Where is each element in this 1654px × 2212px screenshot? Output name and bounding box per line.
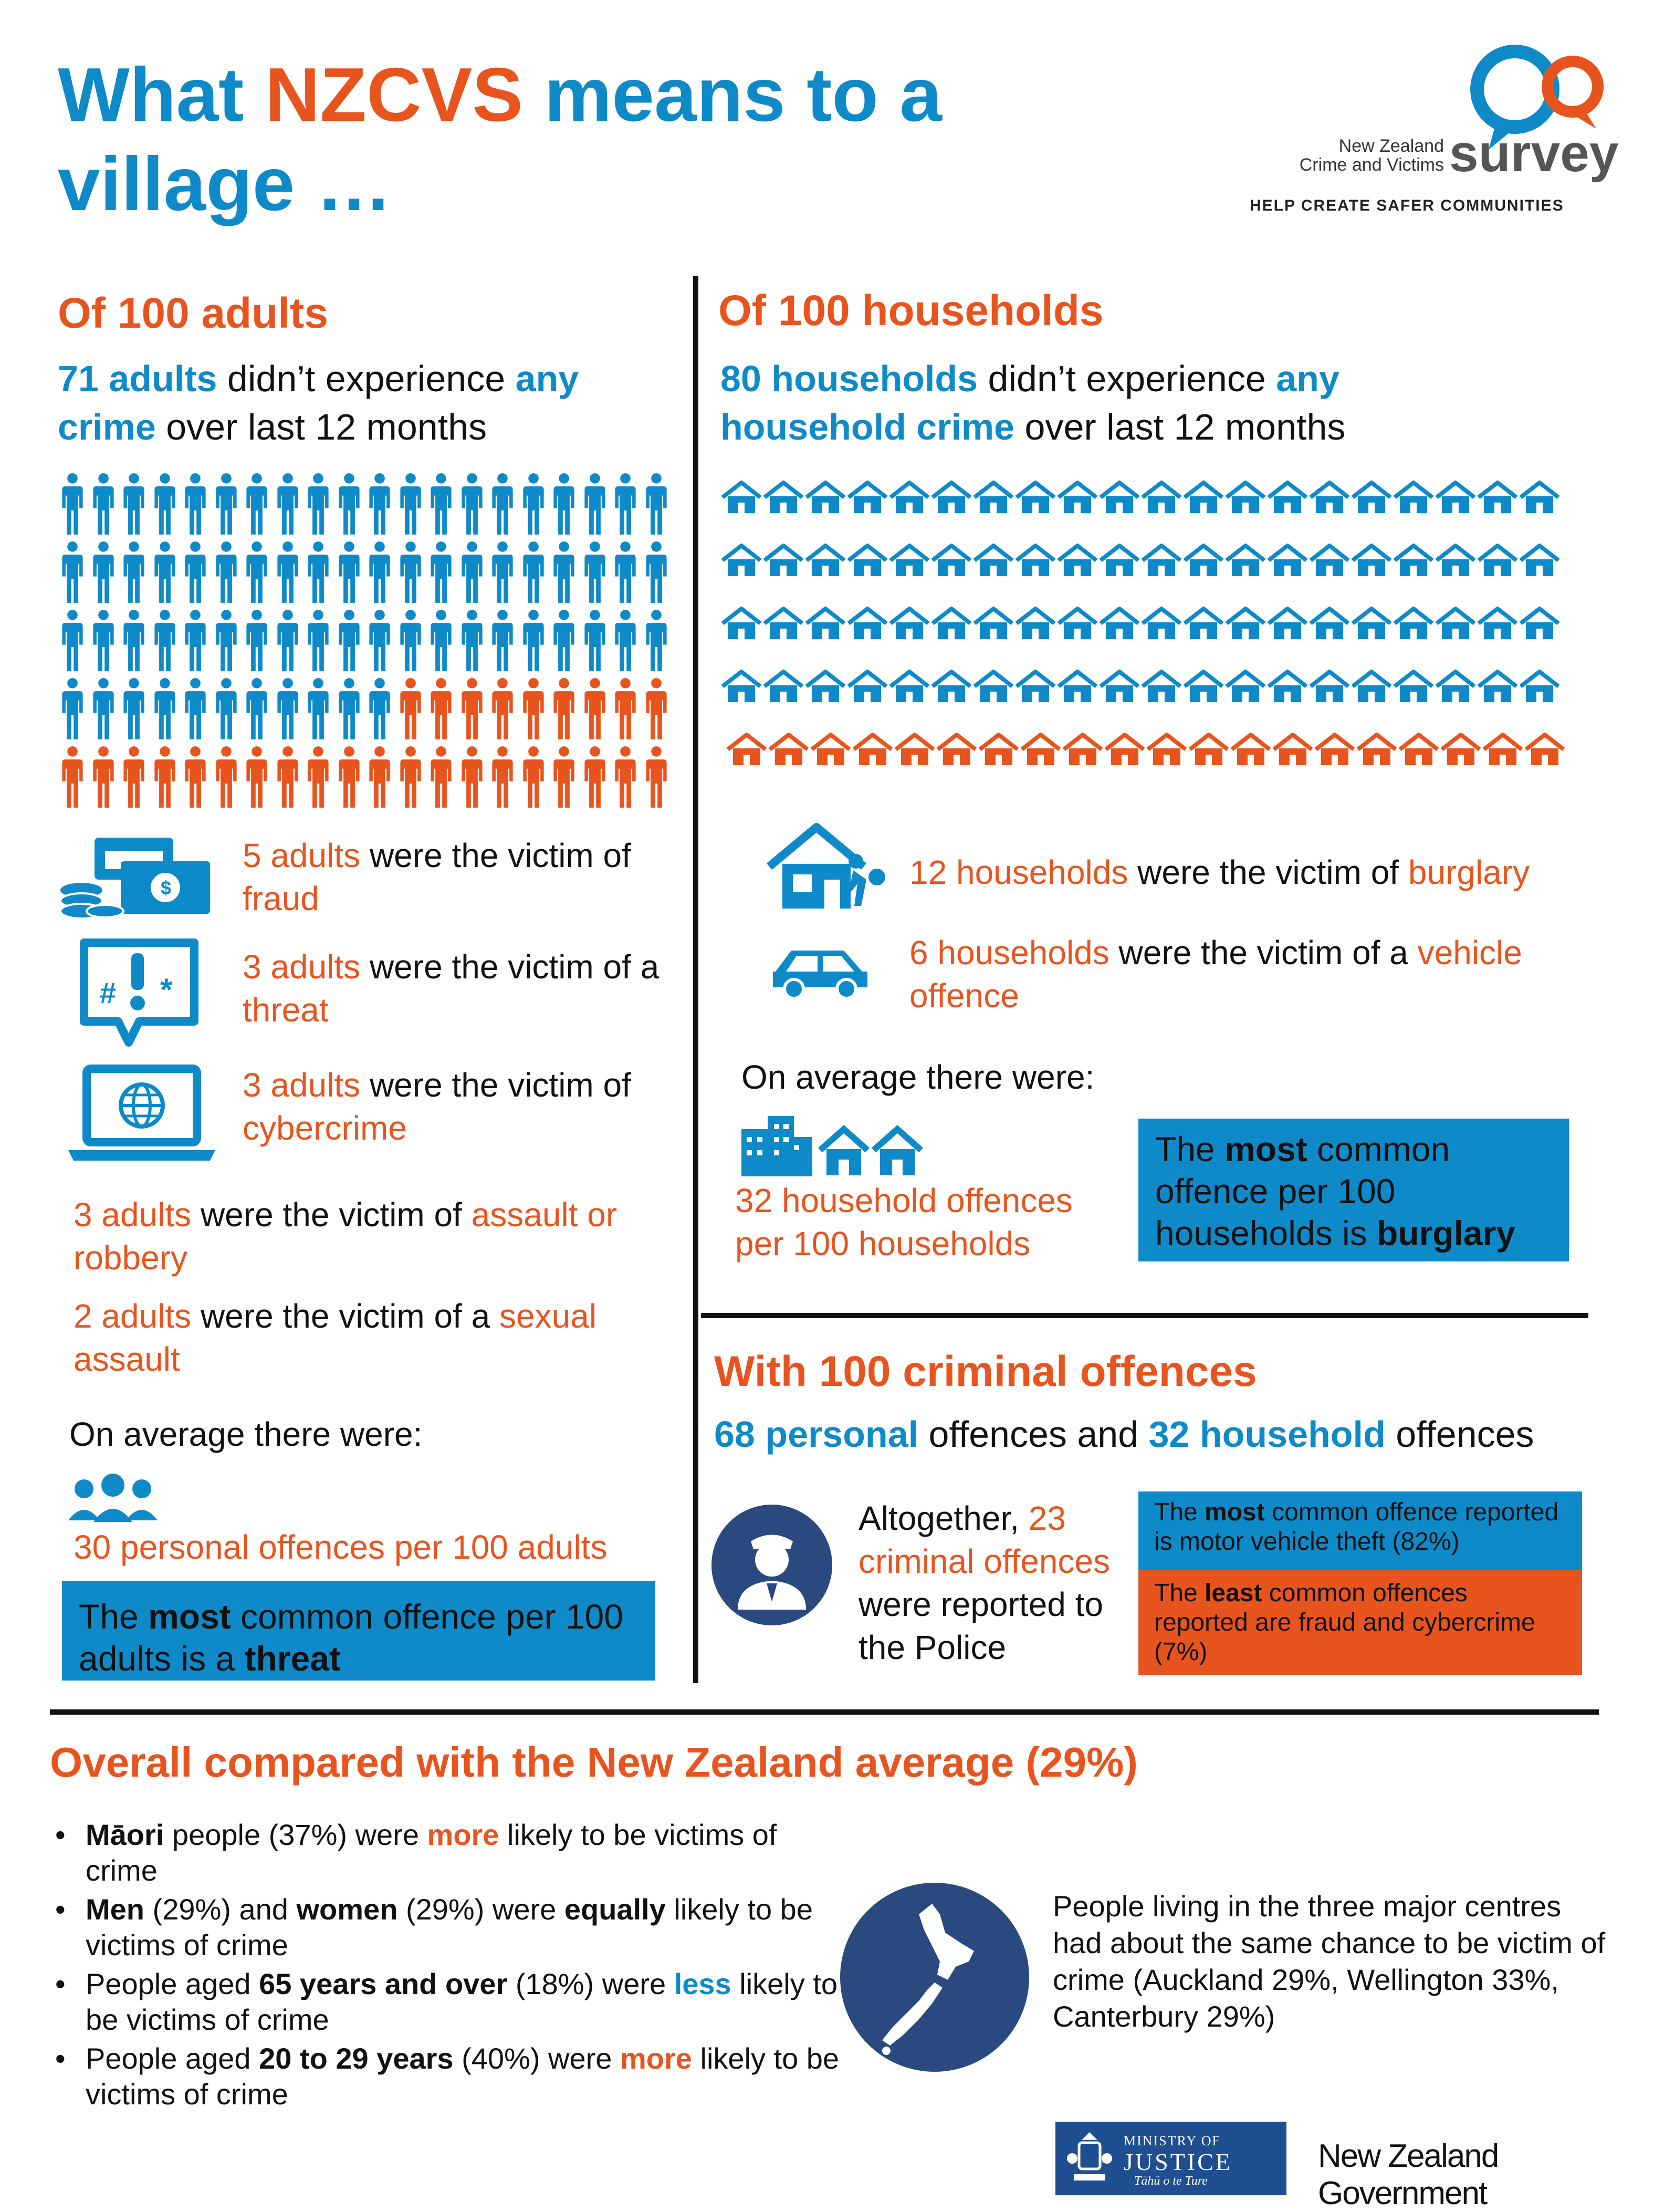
assault-item: 3 adults were the victim of assault or robbery (74, 1196, 617, 1277)
house-not-victim-icon (1477, 670, 1519, 703)
house-victim-icon (1146, 733, 1188, 766)
house-victim-icon (936, 733, 978, 766)
house-not-victim-icon (1477, 481, 1519, 514)
person-not-victim-icon (90, 609, 117, 672)
house-victim-icon (1020, 733, 1062, 766)
person-not-victim-icon (305, 473, 332, 536)
house-not-victim-icon (1098, 607, 1140, 640)
most-reported-callout: The most common offence reported is motor vehicle theft (82%) (1138, 1491, 1582, 1570)
nzcvs-logo: New Zealand Crime and Victims survey HELP CREATE SAFER COMMUNITIES (1244, 37, 1612, 221)
person-not-victim-icon (90, 677, 117, 740)
person-not-victim-icon (612, 473, 639, 536)
person-victim-icon (520, 677, 547, 740)
house-not-victim-icon (1140, 607, 1182, 640)
person-not-victim-icon (182, 677, 209, 740)
person-not-victim-icon (213, 541, 240, 604)
house-not-victim-icon (720, 670, 762, 703)
person-not-victim-icon (213, 473, 240, 536)
person-not-victim-icon (243, 677, 270, 740)
person-not-victim-icon (520, 541, 547, 604)
house-not-victim-icon (1098, 670, 1140, 703)
house-not-victim-icon (720, 544, 762, 577)
adults-heading: Of 100 adults (58, 289, 328, 337)
house-not-victim-icon (1098, 481, 1140, 514)
house-not-victim-icon (1266, 607, 1308, 640)
house-victim-icon (768, 733, 810, 766)
house-victim-icon (726, 733, 768, 766)
house-not-victim-icon (1056, 607, 1098, 640)
person-victim-icon (550, 677, 578, 740)
major-centres-text: People living in the three major centres had about the same chance to be victim of crime (Auckland 29%, Wellington 33%, Canterbury 29%) (1053, 1890, 1606, 2033)
house-not-victim-icon (1182, 607, 1224, 640)
house-not-victim-icon (1393, 607, 1435, 640)
house-victim-icon (1398, 733, 1440, 766)
person-not-victim-icon (397, 609, 424, 672)
house-not-victim-icon (1308, 544, 1351, 577)
house-not-victim-icon (888, 544, 930, 577)
person-victim-icon (182, 746, 209, 809)
person-not-victim-icon (213, 609, 240, 672)
house-victim-icon (1104, 733, 1146, 766)
person-victim-icon (90, 746, 117, 809)
person-not-victim-icon (213, 677, 240, 740)
house-not-victim-icon (888, 481, 930, 514)
households-callout: The most common offence per 100 households is burglary (1138, 1119, 1569, 1261)
person-not-victim-icon (182, 473, 209, 536)
least-reported-callout: The least common offences reported are fraud and cybercrime (7%) (1138, 1570, 1582, 1675)
person-not-victim-icon (336, 473, 363, 536)
house-victim-icon (1524, 733, 1566, 766)
house-not-victim-icon (972, 670, 1014, 703)
person-victim-icon (366, 746, 393, 809)
person-not-victim-icon (182, 541, 209, 604)
person-victim-icon (458, 677, 486, 740)
person-victim-icon (397, 746, 424, 809)
person-victim-icon (489, 746, 516, 809)
person-not-victim-icon (366, 677, 393, 740)
house-not-victim-icon (1056, 670, 1098, 703)
cybercrime-item: 3 adults were the victim of cybercrime (243, 1066, 631, 1147)
svg-text:$: $ (161, 877, 172, 899)
house-not-victim-icon (1519, 607, 1561, 640)
person-not-victim-icon (59, 473, 86, 536)
house-victim-icon (1482, 733, 1524, 766)
house-not-victim-icon (1351, 481, 1393, 514)
house-victim-icon (1314, 733, 1356, 766)
house-not-victim-icon (804, 481, 846, 514)
person-not-victim-icon (366, 473, 393, 536)
house-victim-icon (894, 733, 936, 766)
person-not-victim-icon (243, 609, 270, 672)
house-not-victim-icon (1224, 481, 1266, 514)
person-not-victim-icon (581, 541, 609, 604)
person-not-victim-icon (581, 609, 609, 672)
overall-heading: Overall compared with the New Zealand average (29%) (50, 1739, 1138, 1786)
person-not-victim-icon (550, 541, 578, 604)
house-not-victim-icon (888, 607, 930, 640)
house-victim-icon (1440, 733, 1482, 766)
house-not-victim-icon (1014, 544, 1056, 577)
house-victim-icon (852, 733, 894, 766)
list-item: • People aged 20 to 29 years (40%) were more likely to be victims of crime (55, 2041, 853, 2112)
offences-split: 68 personal offences and 32 household offences (714, 1414, 1534, 1455)
house-not-victim-icon (1224, 607, 1266, 640)
house-not-victim-icon (1014, 607, 1056, 640)
house-not-victim-icon (804, 607, 846, 640)
house-not-victim-icon (1477, 544, 1519, 577)
person-victim-icon (581, 746, 609, 809)
house-not-victim-icon (1014, 481, 1056, 514)
house-not-victim-icon (1519, 670, 1561, 703)
cybercrime-icon (63, 1063, 221, 1163)
nz-government-logo: New Zealand Government (1318, 2138, 1499, 2211)
house-not-victim-icon (1351, 670, 1393, 703)
adults-average-value: 30 personal offences per 100 adults (74, 1528, 608, 1566)
house-not-victim-icon (1393, 481, 1435, 514)
threat-icon (76, 935, 202, 1050)
person-not-victim-icon (458, 609, 486, 672)
house-not-victim-icon (804, 670, 846, 703)
house-not-victim-icon (1435, 607, 1477, 640)
person-victim-icon (581, 677, 609, 740)
person-victim-icon (336, 746, 363, 809)
ministry-of-justice-logo: MINISTRY OF JUSTICE Tāhū o te Ture (1055, 2122, 1286, 2195)
households-figure-grid (720, 481, 1597, 796)
vehicle-item: 6 households were the victim of a vehicle offence (909, 934, 1522, 1015)
column-divider (693, 276, 698, 1683)
person-not-victim-icon (581, 473, 609, 536)
person-not-victim-icon (120, 677, 148, 740)
list-item: • Men (29%) and women (29%) were equally likely to be victims of crime (55, 1892, 853, 1963)
burglary-icon (764, 822, 890, 911)
person-not-victim-icon (520, 609, 547, 672)
house-not-victim-icon (1140, 670, 1182, 703)
person-victim-icon (213, 746, 240, 809)
person-not-victim-icon (151, 677, 179, 740)
person-victim-icon (520, 746, 547, 809)
house-not-victim-icon (1351, 544, 1393, 577)
person-not-victim-icon (336, 541, 363, 604)
adults-intro: 71 adults didn’t experience any crime over last 12 months (58, 358, 579, 447)
person-not-victim-icon (427, 609, 455, 672)
person-victim-icon (612, 746, 639, 809)
house-not-victim-icon (972, 607, 1014, 640)
house-not-victim-icon (846, 481, 888, 514)
house-victim-icon (1230, 733, 1272, 766)
house-not-victim-icon (1519, 544, 1561, 577)
person-victim-icon (151, 746, 179, 809)
house-victim-icon (1356, 733, 1398, 766)
fraud-item: 5 adults were the victim of fraud (243, 837, 631, 917)
house-not-victim-icon (972, 544, 1014, 577)
house-not-victim-icon (1182, 544, 1224, 577)
person-victim-icon (458, 746, 486, 809)
households-intro: 80 households didn’t experience any household crime over last 12 months (720, 358, 1346, 447)
person-not-victim-icon (489, 541, 516, 604)
person-not-victim-icon (643, 609, 670, 672)
person-not-victim-icon (550, 609, 578, 672)
house-not-victim-icon (930, 481, 972, 514)
person-victim-icon (305, 746, 332, 809)
person-not-victim-icon (243, 473, 270, 536)
sexual-assault-item: 2 adults were the victim of a sexual assault (74, 1297, 597, 1378)
person-victim-icon (427, 677, 455, 740)
house-not-victim-icon (762, 607, 804, 640)
person-not-victim-icon (151, 609, 179, 672)
house-not-victim-icon (846, 607, 888, 640)
person-not-victim-icon (612, 609, 639, 672)
house-not-victim-icon (720, 481, 762, 514)
person-not-victim-icon (643, 541, 670, 604)
person-not-victim-icon (59, 677, 86, 740)
house-not-victim-icon (888, 670, 930, 703)
person-not-victim-icon (120, 609, 148, 672)
person-not-victim-icon (366, 609, 393, 672)
households-heading: Of 100 households (718, 287, 1104, 335)
adults-average-label: On average there were: (69, 1415, 423, 1453)
person-not-victim-icon (182, 609, 209, 672)
person-not-victim-icon (550, 473, 578, 536)
person-not-victim-icon (305, 677, 332, 740)
person-not-victim-icon (427, 473, 455, 536)
person-victim-icon (643, 677, 670, 740)
overall-divider (50, 1709, 1599, 1715)
person-victim-icon (59, 746, 86, 809)
house-not-victim-icon (1098, 544, 1140, 577)
person-not-victim-icon (151, 473, 179, 536)
person-not-victim-icon (612, 541, 639, 604)
threat-item: 3 adults were the victim of a threat (243, 948, 659, 1029)
house-victim-icon (1188, 733, 1230, 766)
house-not-victim-icon (1519, 481, 1561, 514)
house-victim-icon (1062, 733, 1104, 766)
house-not-victim-icon (1351, 607, 1393, 640)
house-not-victim-icon (1435, 544, 1477, 577)
house-not-victim-icon (972, 481, 1014, 514)
person-victim-icon (397, 677, 424, 740)
list-item: • Māori people (37%) were more likely to be victims of crime (55, 1817, 853, 1888)
person-not-victim-icon (274, 609, 301, 672)
coat-of-arms-icon (1066, 2130, 1113, 2187)
person-not-victim-icon (489, 473, 516, 536)
house-not-victim-icon (1014, 670, 1056, 703)
house-not-victim-icon (930, 607, 972, 640)
buildings-houses-icon (736, 1113, 936, 1176)
person-not-victim-icon (305, 541, 332, 604)
svg-text:#: # (100, 976, 117, 1009)
person-not-victim-icon (336, 677, 363, 740)
house-not-victim-icon (720, 607, 762, 640)
adults-callout: The most common offence per 100 adults is a threat (62, 1581, 655, 1681)
house-not-victim-icon (1308, 670, 1351, 703)
person-victim-icon (550, 746, 578, 809)
house-not-victim-icon (1308, 607, 1351, 640)
person-victim-icon (643, 746, 670, 809)
house-not-victim-icon (1435, 481, 1477, 514)
police-officer-icon (711, 1505, 832, 1625)
person-not-victim-icon (59, 541, 86, 604)
person-not-victim-icon (305, 609, 332, 672)
list-item: • People aged 65 years and over (18%) were less likely to be victims of crime (55, 1966, 853, 2038)
person-victim-icon (243, 746, 270, 809)
person-not-victim-icon (427, 541, 455, 604)
house-not-victim-icon (1182, 670, 1224, 703)
person-not-victim-icon (520, 473, 547, 536)
house-not-victim-icon (846, 544, 888, 577)
nz-map-icon (840, 1883, 1029, 2072)
person-not-victim-icon (489, 609, 516, 672)
house-not-victim-icon (1056, 481, 1098, 514)
house-not-victim-icon (1266, 544, 1308, 577)
person-not-victim-icon (151, 541, 179, 604)
adults-figure-grid (59, 473, 678, 809)
person-victim-icon (612, 677, 639, 740)
house-not-victim-icon (1477, 607, 1519, 640)
person-not-victim-icon (366, 541, 393, 604)
vehicle-icon (768, 943, 873, 1000)
house-victim-icon (810, 733, 852, 766)
person-not-victim-icon (120, 541, 148, 604)
burglary-item: 12 households were the victim of burglary (909, 853, 1530, 891)
group-icon (68, 1470, 158, 1523)
reported-text: Altogether, 23 criminal offences were reported to the Police (859, 1499, 1111, 1666)
house-not-victim-icon (1056, 544, 1098, 577)
offences-heading: With 100 criminal offences (714, 1348, 1257, 1395)
person-not-victim-icon (643, 473, 670, 536)
house-not-victim-icon (1308, 481, 1351, 514)
svg-text:*: * (160, 972, 173, 1007)
households-average-value: 32 household offences per 100 households (735, 1182, 1073, 1262)
person-victim-icon (489, 677, 516, 740)
person-not-victim-icon (274, 541, 301, 604)
person-victim-icon (120, 746, 148, 809)
person-not-victim-icon (243, 541, 270, 604)
house-not-victim-icon (1266, 670, 1308, 703)
person-not-victim-icon (336, 609, 363, 672)
page-title: What NZCVS means to a village … (58, 52, 942, 226)
house-not-victim-icon (1393, 544, 1435, 577)
person-victim-icon (274, 746, 301, 809)
house-not-victim-icon (1266, 481, 1308, 514)
person-not-victim-icon (274, 473, 301, 536)
person-victim-icon (427, 746, 455, 809)
person-not-victim-icon (397, 473, 424, 536)
house-not-victim-icon (930, 670, 972, 703)
house-not-victim-icon (1224, 670, 1266, 703)
comparison-list (55, 1817, 853, 2115)
house-not-victim-icon (1435, 670, 1477, 703)
house-victim-icon (1272, 733, 1314, 766)
house-not-victim-icon (1140, 544, 1182, 577)
house-not-victim-icon (762, 481, 804, 514)
person-not-victim-icon (274, 677, 301, 740)
house-not-victim-icon (1140, 481, 1182, 514)
house-not-victim-icon (930, 544, 972, 577)
house-not-victim-icon (1224, 544, 1266, 577)
house-not-victim-icon (762, 544, 804, 577)
person-not-victim-icon (120, 473, 148, 536)
house-not-victim-icon (1393, 670, 1435, 703)
households-average-label: On average there were: (741, 1058, 1095, 1096)
offences-divider (701, 1313, 1588, 1318)
house-victim-icon (978, 733, 1020, 766)
person-not-victim-icon (458, 541, 486, 604)
person-not-victim-icon (90, 541, 117, 604)
house-not-victim-icon (846, 670, 888, 703)
house-not-victim-icon (762, 670, 804, 703)
fraud-icon (58, 832, 215, 922)
person-not-victim-icon (59, 609, 86, 672)
person-not-victim-icon (90, 473, 117, 536)
house-not-victim-icon (1182, 481, 1224, 514)
person-not-victim-icon (397, 541, 424, 604)
person-not-victim-icon (458, 473, 486, 536)
house-not-victim-icon (804, 544, 846, 577)
